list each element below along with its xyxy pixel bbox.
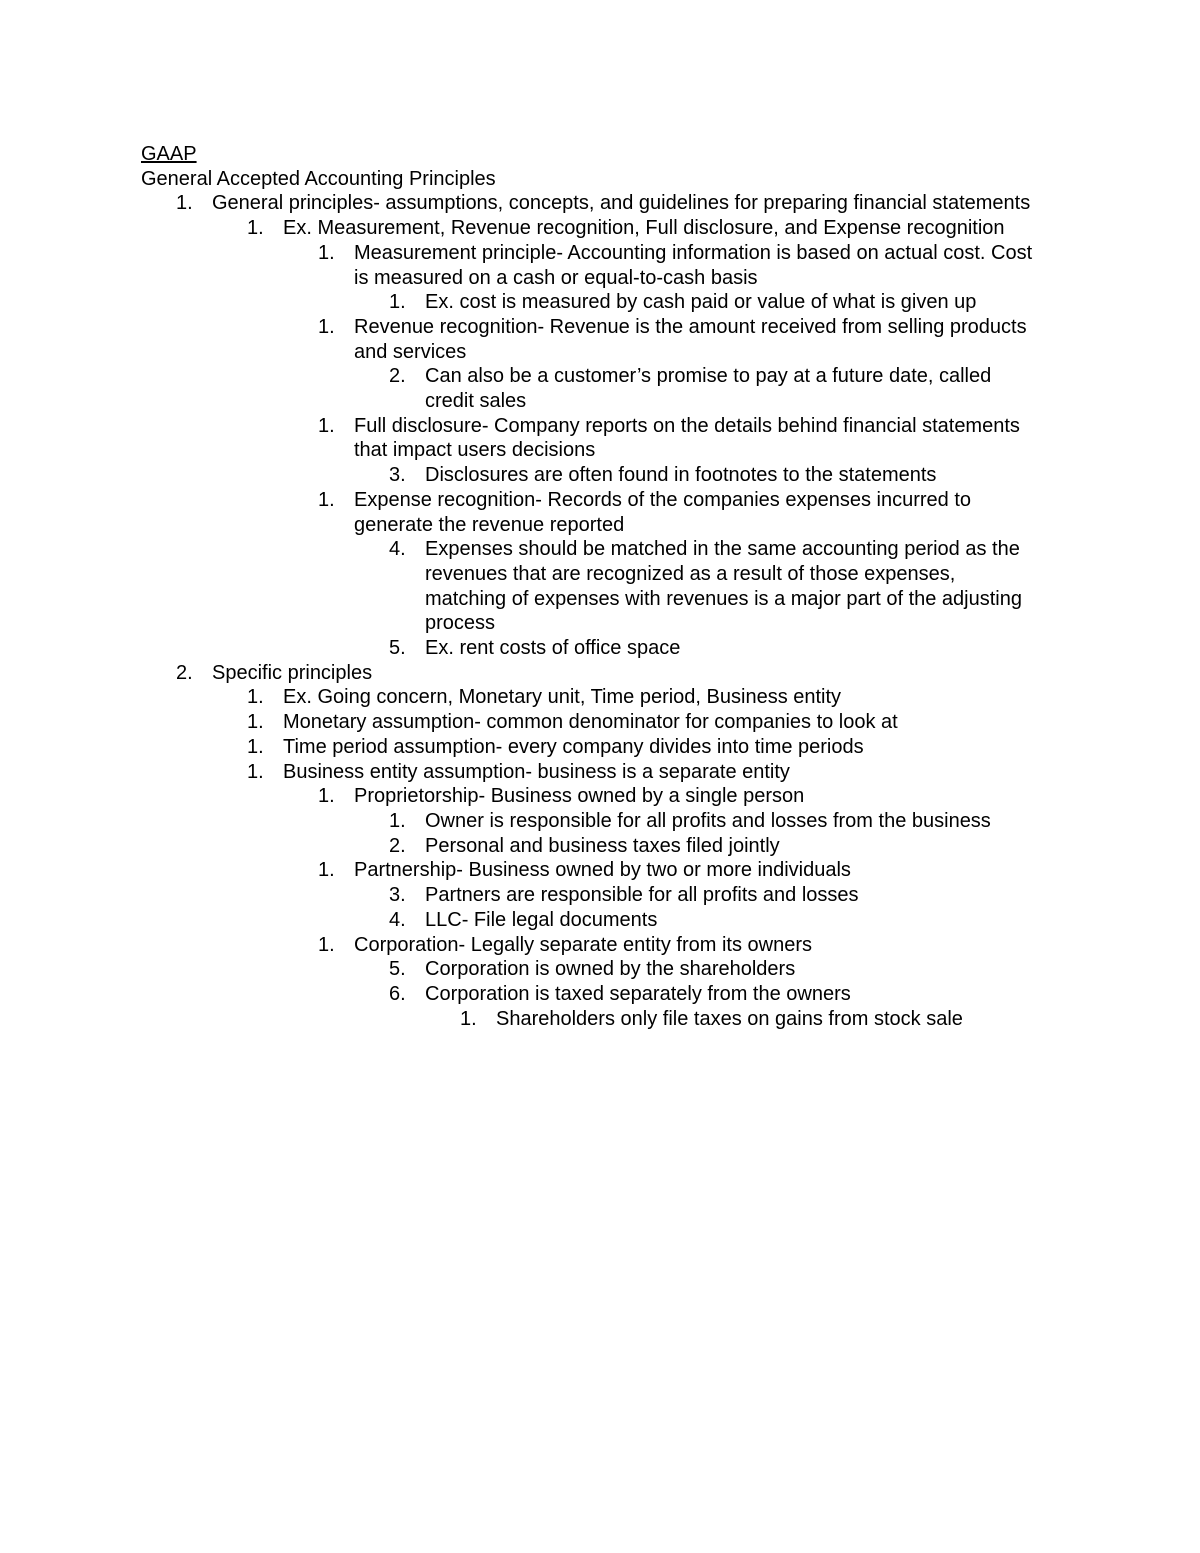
outline-item-number: 4.: [389, 908, 406, 931]
outline-item-text: Corporation is owned by the shareholders: [425, 958, 796, 981]
outline-item-text: Ex. cost is measured by cash paid or value of what is given up: [425, 291, 977, 314]
outline-item-text: Proprietorship- Business owned by a single person: [354, 785, 805, 808]
outline-item-text: Disclosures are often found in footnotes to the statements: [425, 464, 937, 487]
outline-item: [141, 809, 1036, 834]
outline-item-number: 1.: [318, 414, 335, 437]
outline-item-text: Revenue recognition- Revenue is the amount received from selling products and services: [354, 315, 1027, 363]
outline-item-text: Partnership- Business owned by two or more individuals: [354, 859, 851, 882]
outline-item: [141, 957, 1036, 982]
outline-item-text: Measurement principle- Accounting information is based on actual cost. Cost is measured on a cash or equal-to-cash basis: [354, 241, 1033, 289]
outline-item-number: 1.: [318, 488, 335, 511]
outline-item-text: Partners are responsible for all profits and losses: [425, 884, 859, 907]
outline-item: [141, 241, 1036, 290]
outline-item-number: 1.: [389, 291, 406, 314]
outline-item-number: 1.: [247, 711, 264, 734]
outline-item-text: Ex. Measurement, Revenue recognition, Full disclosure, and Expense recognition: [283, 217, 1005, 240]
outline-item-text: Can also be a customer’s promise to pay at a future date, called credit sales: [425, 365, 992, 413]
outline-item: [141, 537, 1036, 636]
outline-item-number: 2.: [389, 365, 406, 388]
outline-item: [141, 315, 1036, 364]
outline-item-number: 1.: [389, 809, 406, 832]
outline-item-text: Monetary assumption- common denominator for companies to look at: [283, 711, 898, 734]
outline-item-number: 1.: [460, 1007, 477, 1030]
outline-item-text: Corporation is taxed separately from the owners: [425, 982, 851, 1005]
outline-item-text: Time period assumption- every company divides into time periods: [283, 735, 864, 758]
outline-item: [141, 908, 1036, 933]
outline-item-text: Business entity assumption- business is a separate entity: [283, 760, 790, 783]
outline-item-text: General principles- assumptions, concepts, and guidelines for preparing financial statements: [212, 192, 1031, 215]
outline-item: [141, 883, 1036, 908]
outline-item: [141, 858, 1036, 883]
outline-item-text: Specific principles: [212, 661, 373, 684]
outline-item: [141, 191, 1036, 216]
outline-item: [141, 834, 1036, 859]
outline-item: [141, 710, 1036, 735]
outline-item-number: 5.: [389, 637, 406, 660]
outline-item: [141, 784, 1036, 809]
outline-item-number: 1.: [318, 933, 335, 956]
outline-item-text: LLC- File legal documents: [425, 908, 658, 931]
outline-item: [141, 735, 1036, 760]
outline-item-number: 1.: [318, 241, 335, 264]
outline-item: [141, 933, 1036, 958]
outline-item: [141, 463, 1036, 488]
outline-item: [141, 290, 1036, 315]
outline-item: [141, 636, 1036, 661]
outline-item-number: 1.: [247, 217, 264, 240]
outline-item-number: 3.: [389, 884, 406, 907]
outline-item-text: Expense recognition- Records of the companies expenses incurred to generate the revenue reported: [354, 488, 972, 536]
outline-item: [141, 760, 1036, 785]
outline-item-number: 2.: [389, 834, 406, 857]
outline-item-number: 3.: [389, 464, 406, 487]
outline-item-number: 1.: [247, 735, 264, 758]
outline-item-number: 1.: [318, 859, 335, 882]
outline-item: [141, 216, 1036, 241]
outline-item-number: 1.: [247, 686, 264, 709]
document-content: [141, 142, 1041, 1031]
outline-item-number: 2.: [176, 661, 193, 684]
outline-item-text: Ex. Going concern, Monetary unit, Time period, Business entity: [283, 686, 842, 709]
outline-item-text: Shareholders only file taxes on gains from stock sale: [496, 1007, 963, 1030]
document-title: GAAP: [141, 143, 197, 165]
outline-item: [141, 414, 1036, 463]
outline-item: [141, 364, 1036, 413]
outline-item-number: 1.: [176, 192, 193, 215]
outline-item-text: Expenses should be matched in the same accounting period as the revenues that are recognized as a result of those expenses, matching of expenses with revenues is a major part of the adjusting process: [425, 538, 1022, 635]
outline-item-text: Ex. rent costs of office space: [425, 637, 681, 660]
document-subtitle: General Accepted Accounting Principles: [141, 167, 496, 190]
outline-item-number: 6.: [389, 982, 406, 1005]
outline-item-number: 1.: [247, 760, 264, 783]
outline-item: [141, 661, 1036, 686]
outline-item: [141, 488, 1036, 537]
outline-item-number: 5.: [389, 958, 406, 981]
outline-item-text: Full disclosure- Company reports on the details behind financial statements that impact users decisions: [354, 414, 1020, 462]
outline-item-text: Personal and business taxes filed jointly: [425, 834, 780, 857]
outline-item-number: 4.: [389, 538, 406, 561]
outline-item-number: 1.: [318, 785, 335, 808]
outline-list: [141, 191, 1041, 1031]
outline-item: [141, 1007, 1036, 1032]
outline-item: [141, 685, 1036, 710]
outline-item: [141, 982, 1036, 1007]
outline-item-number: 1.: [318, 315, 335, 338]
outline-item-text: Corporation- Legally separate entity from its owners: [354, 933, 812, 956]
outline-item-text: Owner is responsible for all profits and losses from the business: [425, 809, 991, 832]
